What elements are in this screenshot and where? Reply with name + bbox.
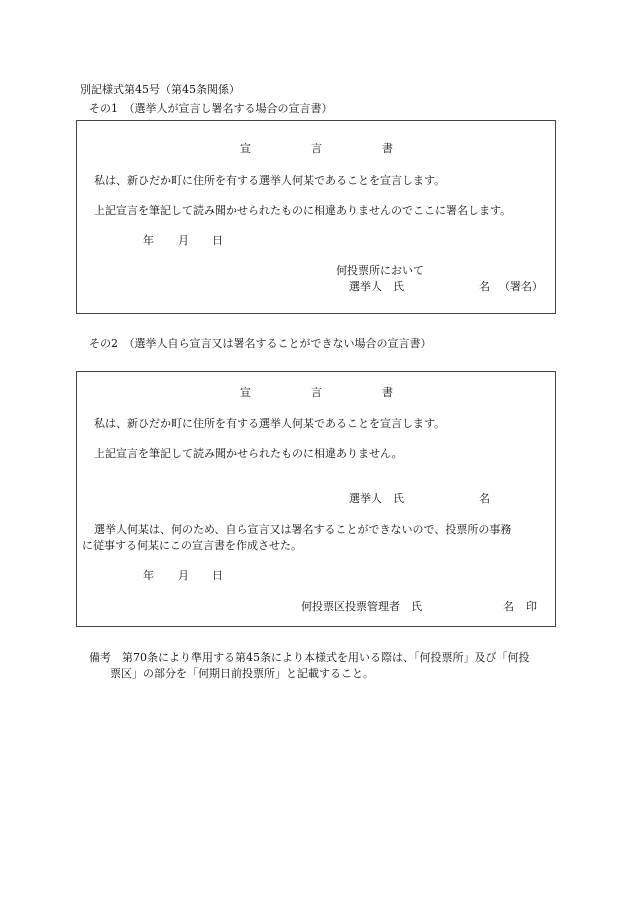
section2-name-char: 名 [479,492,490,505]
section1-title-char-2: 言 [311,142,322,155]
section1-title-char-1: 宣 [240,142,251,155]
section1-sign-note: （署名） [499,280,543,293]
note-line-2: 票区」の部分を「何期日前投票所」と記載すること。 [110,667,374,680]
section1-title-char-3: 書 [382,142,393,155]
section2-title-char-2: 言 [311,386,322,399]
section1-signer-label: 選挙人 氏 [349,280,404,293]
note-label: 備考 [89,651,111,664]
section1-name-char: 名 [479,280,490,293]
section1-paragraph-1: 私は、新ひだか町に住所を有する選挙人何某であることを宣言します。 [94,174,446,187]
section2-date-day: 日 [212,569,223,582]
section2-name-char-2: 名 [503,600,514,613]
section2-paragraph-3-line-2: に従事する何某にこの宣言書を作成させた。 [82,539,302,552]
form-number: 別記様式第45号（第45条関係） [80,83,240,96]
note-line-1: 第70条により準用する第45条により本様式を用いる際は、「何投票所」及び「何投 [122,651,530,664]
section1-date-year: 年 [143,234,154,247]
section2-signer-label: 選挙人 氏 [349,492,404,505]
section1-place: 何投票所において [336,264,424,277]
section2-paragraph-1: 私は、新ひだか町に住所を有する選挙人何某であることを宣言します。 [94,417,446,430]
section2-date-month: 月 [178,569,189,582]
section1-label: その1 （選挙人が宣言し署名する場合の宣言書） [89,102,333,115]
section2-date-year: 年 [143,569,154,582]
section1-date-month: 月 [178,234,189,247]
section1-date-day: 日 [212,234,223,247]
section2-paragraph-3-line-1: 選挙人何某は、何のため、自ら宣言又は署名することができないので、投票所の事務 [94,523,512,536]
section2-label: その2 （選挙人自ら宣言又は署名することができない場合の宣言書） [89,337,432,350]
section1-paragraph-2: 上記宣言を筆記して読み聞かせられたものに相違ありませんのでここに署名します。 [94,204,512,217]
section2-manager-label: 何投票区投票管理者 氏 [301,600,422,613]
section2-seal: 印 [526,600,537,613]
section2-title-char-3: 書 [382,386,393,399]
section2-title-char-1: 宣 [240,386,251,399]
section2-paragraph-2: 上記宣言を筆記して読み聞かせられたものに相違ありません。 [94,447,403,460]
